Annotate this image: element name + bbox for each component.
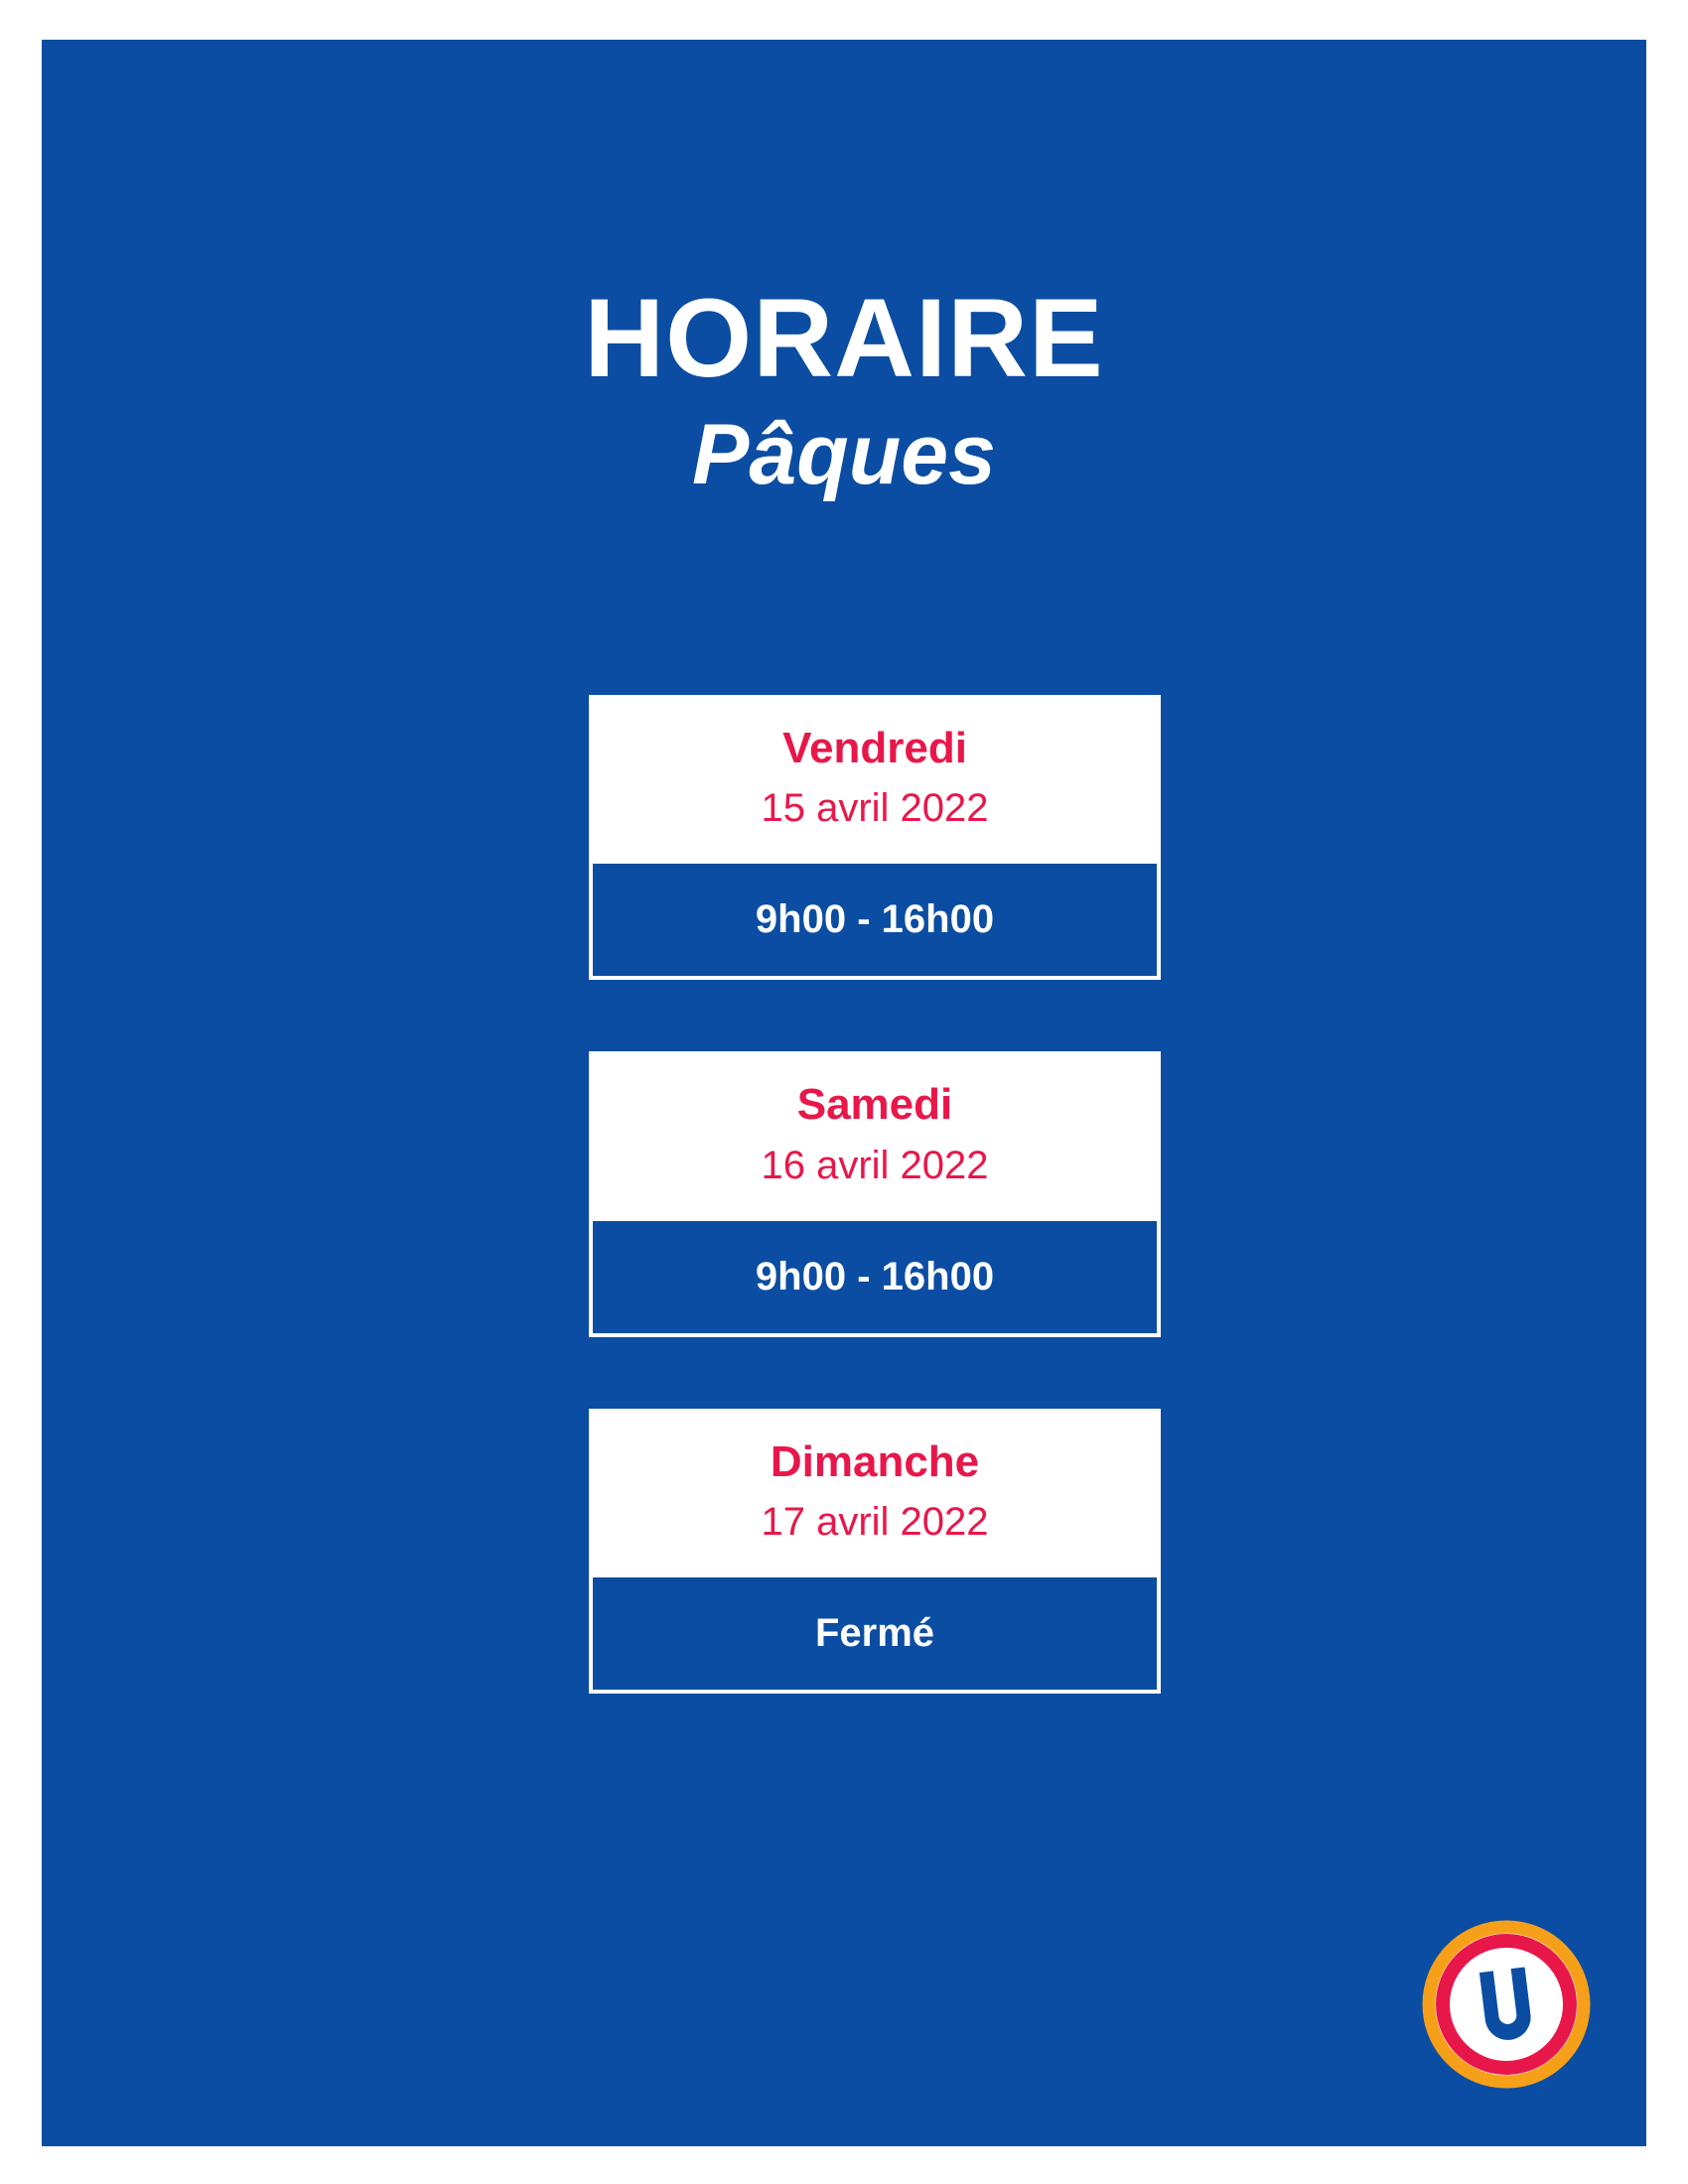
schedule-card-header (593, 1413, 1157, 1573)
schedule-hours: 9h00 - 16h00 (593, 860, 1157, 976)
schedule-card-header (593, 1055, 1157, 1216)
schedule-day: Vendredi (782, 724, 967, 772)
schedule-day: Samedi (796, 1080, 953, 1130)
schedule-list (589, 695, 1161, 1765)
schedule-day: Dimanche (770, 1436, 980, 1486)
schedule-date: 16 avril 2022 (761, 1143, 989, 1187)
schedule-card-header (593, 699, 1157, 860)
schedule-hours: Fermé (593, 1573, 1157, 1690)
schedule-card (589, 1051, 1161, 1336)
u-logo (1422, 1920, 1591, 2089)
page-title: HORAIRE (584, 276, 1104, 400)
schedule-date: 17 avril 2022 (761, 1500, 989, 1545)
schedule-card (589, 1409, 1161, 1694)
page-subtitle: Pâques (692, 407, 996, 502)
poster (42, 40, 1646, 2146)
schedule-card (589, 695, 1161, 980)
schedule-hours: 9h00 - 16h00 (593, 1217, 1157, 1333)
schedule-date: 15 avril 2022 (761, 786, 989, 831)
title-block (42, 276, 1646, 504)
